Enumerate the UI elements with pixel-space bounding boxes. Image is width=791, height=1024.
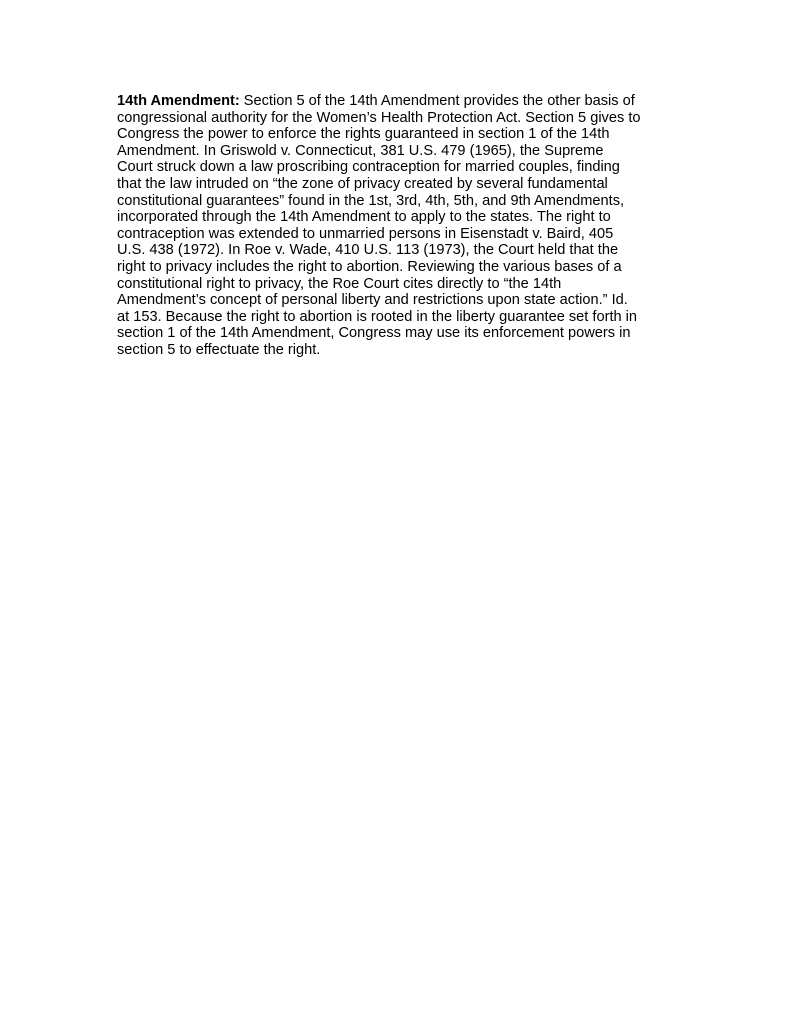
paragraph-line-text: Section 5 of the 14th Amendment provides the other basis of xyxy=(239,93,635,109)
paragraph-line xyxy=(117,93,679,110)
paragraph-line: that the law intruded on “the zone of privacy created by several fundamental xyxy=(117,175,608,192)
paragraph-heading: 14th Amendment: xyxy=(117,93,240,109)
paragraph-line: Congress the power to enforce the rights guaranteed in section 1 of the 14th xyxy=(117,126,610,143)
paragraph-line: congressional authority for the Women’s Health Protection Act. Section 5 gives to xyxy=(117,109,641,126)
paragraph-line: section 1 of the 14th Amendment, Congress may use its enforcement powers in xyxy=(117,325,631,342)
paragraph-line: Amendment. In Griswold v. Connecticut, 381 U.S. 479 (1965), the Supreme xyxy=(117,142,604,159)
paragraph-line: at 153. Because the right to abortion is rooted in the liberty guarantee set forth in xyxy=(117,308,638,325)
amendment-paragraph xyxy=(117,93,679,359)
paragraph-line: section 5 to effectuate the right. xyxy=(117,341,321,358)
paragraph-line: contraception was extended to unmarried persons in Eisenstadt v. Baird, 405 xyxy=(117,225,614,242)
paragraph-line: U.S. 438 (1972). In Roe v. Wade, 410 U.S. 113 (1973), the Court held that the xyxy=(117,242,619,259)
paragraph-line: constitutional right to privacy, the Roe Court cites directly to “the 14th xyxy=(117,275,562,292)
paragraph-line: right to privacy includes the right to abortion. Reviewing the various bases of a xyxy=(117,258,622,275)
paragraph-line: Amendment’s concept of personal liberty and restrictions upon state action.” Id. xyxy=(117,292,628,309)
paragraph-line: incorporated through the 14th Amendment to apply to the states. The right to xyxy=(117,209,611,226)
paragraph-line: constitutional guarantees” found in the 1st, 3rd, 4th, 5th, and 9th Amendments, xyxy=(117,192,625,209)
paragraph-line: Court struck down a law proscribing contraception for married couples, finding xyxy=(117,159,620,176)
